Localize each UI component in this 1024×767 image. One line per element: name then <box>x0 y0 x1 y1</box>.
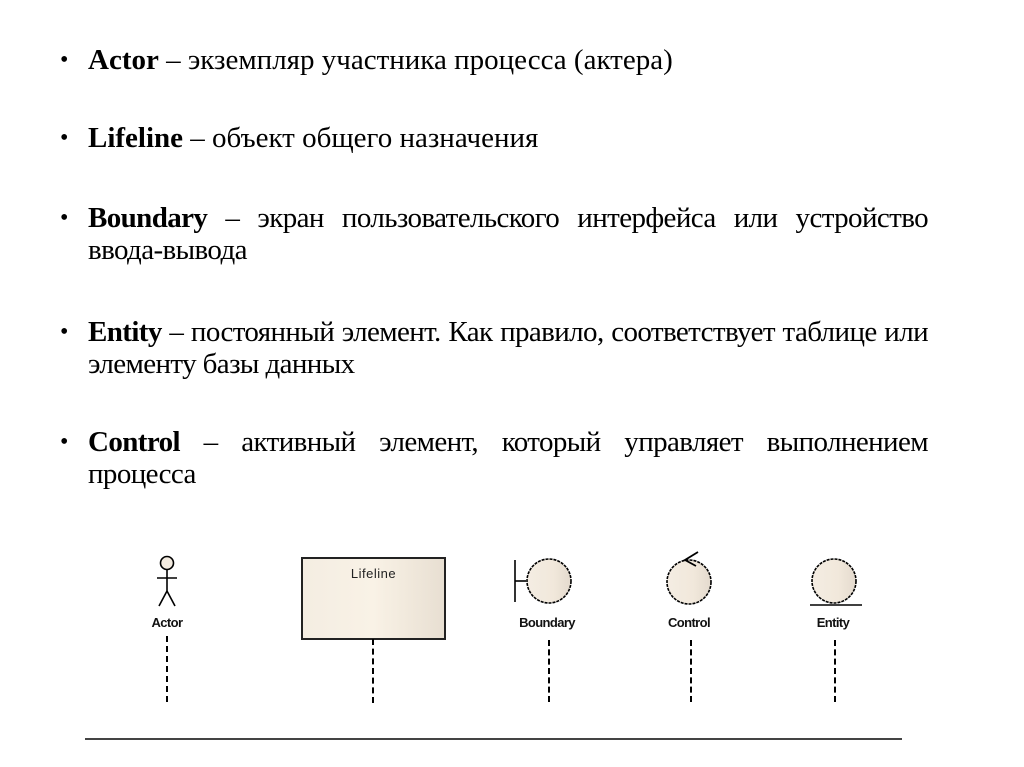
bullet-dot: • <box>60 319 69 345</box>
desc-entity: – постоянный элемент. Как правило, соответствует таблице или элементу базы данных <box>88 316 928 380</box>
entity-dashes <box>834 640 836 702</box>
actor-icon <box>150 554 184 612</box>
bullet-actor <box>60 44 928 76</box>
boundary-dashes <box>548 640 550 702</box>
term-control: Control <box>88 426 180 458</box>
bullet-control <box>60 426 928 490</box>
desc-actor: – экземпляр участника процесса (актера) <box>158 44 673 76</box>
entity-label: Entity <box>816 615 850 630</box>
uml-sequence-elements <box>0 540 1024 720</box>
actor-lifeline-dashes <box>166 636 168 702</box>
lifeline-box <box>301 557 446 640</box>
footer-divider <box>85 738 902 740</box>
bullet-dot: • <box>60 47 69 73</box>
entity-icon <box>808 556 864 608</box>
boundary-icon <box>512 556 576 608</box>
control-icon <box>663 546 717 608</box>
bullet-entity <box>60 316 928 380</box>
desc-lifeline: – объект общего назначения <box>183 122 539 154</box>
bullet-dot: • <box>60 429 69 455</box>
desc-boundary: – экран пользовательского интерфейса или устройство ввода-вывода <box>88 202 928 266</box>
term-boundary: Boundary <box>88 202 208 234</box>
term-entity: Entity <box>88 316 162 348</box>
bullet-dot: • <box>60 205 69 231</box>
lifeline-label: Lifeline <box>350 566 397 581</box>
control-label: Control <box>667 615 710 630</box>
actor-label: Actor <box>151 615 183 630</box>
term-actor: Actor <box>88 44 159 76</box>
bullet-dot: • <box>60 125 69 151</box>
desc-control: – активный элемент, который управляет выполнением процесса <box>88 426 928 490</box>
bullet-boundary <box>60 202 928 266</box>
boundary-label: Boundary <box>519 615 575 630</box>
bullet-lifeline <box>60 122 928 154</box>
control-dashes <box>690 640 692 702</box>
term-lifeline: Lifeline <box>88 122 184 154</box>
lifeline-dashes <box>372 639 374 703</box>
